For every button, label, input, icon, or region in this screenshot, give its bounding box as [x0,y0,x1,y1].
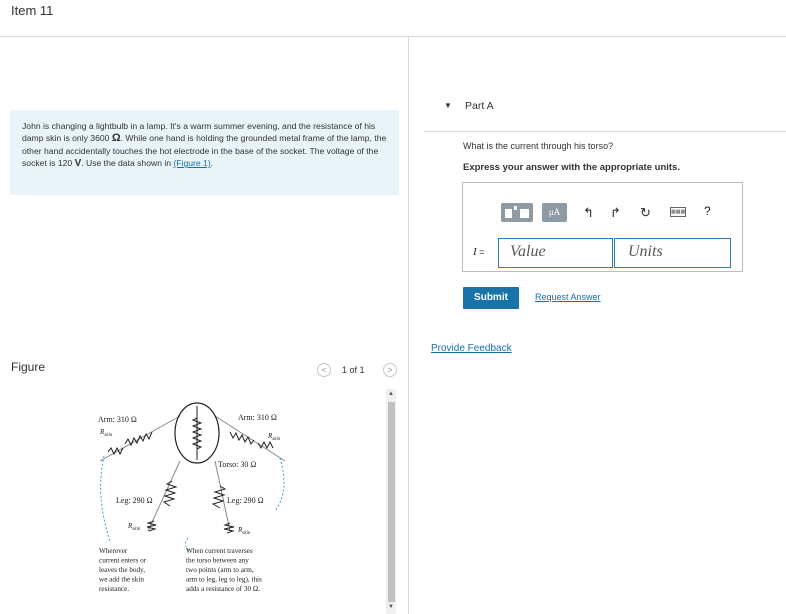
collapse-arrow-icon[interactable]: ▼ [444,101,452,110]
note-left-line-1: Wherever [99,547,128,555]
units-tool-button[interactable]: μA [542,203,567,222]
note-left-line-5: resistance. [99,585,130,593]
submit-button[interactable]: Submit [463,287,519,309]
provide-feedback-link[interactable]: Provide Feedback [431,343,512,354]
figure-pager-text: 1 of 1 [342,365,365,375]
arm-right-label: Arm: 310 Ω [238,413,277,422]
problem-text-2: . While one hand is holding the grounded metal frame of the lamp, the other hand accidentally touches the hot electrode in the base of the socket. The voltage of the socket is 120 [22,133,387,169]
units-input[interactable]: Units [614,238,731,268]
undo-icon[interactable]: ↰ [583,205,594,220]
note-left-line-4: we add the skin [99,575,144,584]
ohm-unit: Ω [111,132,121,145]
help-icon[interactable]: ? [704,204,711,218]
note-right-line-2: the torso between any [186,556,249,565]
value-input[interactable]: Value [498,238,613,268]
template-box-icon [505,209,512,218]
part-a-instruction: Express your answer with the appropriate units. [463,162,680,173]
figure-heading: Figure [11,360,46,374]
note-right-line-3: two points (arm to arm, [186,566,254,574]
note-left-line-2: current enters or [99,556,147,565]
variable-label: I = [473,246,485,258]
arm-left-label: Arm: 310 Ω [98,415,137,424]
rskin-leg-left-label: $R_{skin}$ [128,522,141,532]
answer-entry-panel [462,182,743,272]
templates-tool-button[interactable] [501,203,533,222]
rskin-arm-right-label: $R_{skin}$ [268,432,281,442]
rskin-leg-right-label: $R_{skin}$ [238,526,251,536]
keyboard-icon[interactable]: ▦▦▦ [671,209,686,215]
part-a-heading[interactable]: Part A [465,100,494,112]
template-fraction-icon [520,209,529,218]
redo-icon[interactable]: ↱ [610,205,621,220]
note-right-line-5: adds a resistance of 30 Ω. [186,585,260,593]
problem-statement [10,110,399,195]
note-left-line-3: leaves the body, [99,566,146,574]
torso-label: Torso: 30 Ω [218,460,257,469]
scroll-down-arrow-icon[interactable]: ▼ [388,604,394,610]
note-right-line-4: arm to leg, leg to leg), this [186,575,262,584]
volt-unit: V [74,158,82,170]
reset-icon[interactable]: ↻ [640,205,651,220]
figure-prev-button[interactable]: < [317,363,331,377]
item-title: Item 11 [11,3,54,18]
figure-link[interactable]: (Figure 1) [173,158,211,169]
leg-right-label: Leg: 290 Ω [227,496,264,505]
body-resistance-diagram [90,396,300,606]
figure-next-button[interactable]: > [383,363,397,377]
problem-text-4: . [210,158,214,169]
figure-scroll-thumb[interactable] [388,402,395,602]
template-exponent-icon [514,206,517,210]
scroll-up-arrow-icon[interactable]: ▲ [388,391,394,397]
problem-text: John is changing a lightbulb in a lamp. It's a warm summer evening, and the resistance of his damp skin is only 3600 [22,121,376,144]
request-answer-link[interactable]: Request Answer [535,292,601,302]
header-divider [0,36,786,37]
rskin-arm-left-label: $R_{skin}$ [100,428,113,438]
note-right-line-1: When current traverses [186,547,253,555]
leg-left-label: Leg: 290 Ω [116,496,153,505]
part-a-divider [424,131,786,132]
problem-text-3: . Use the data shown in [81,158,172,169]
column-divider [408,36,409,614]
part-a-question: What is the current through his torso? [463,141,614,151]
